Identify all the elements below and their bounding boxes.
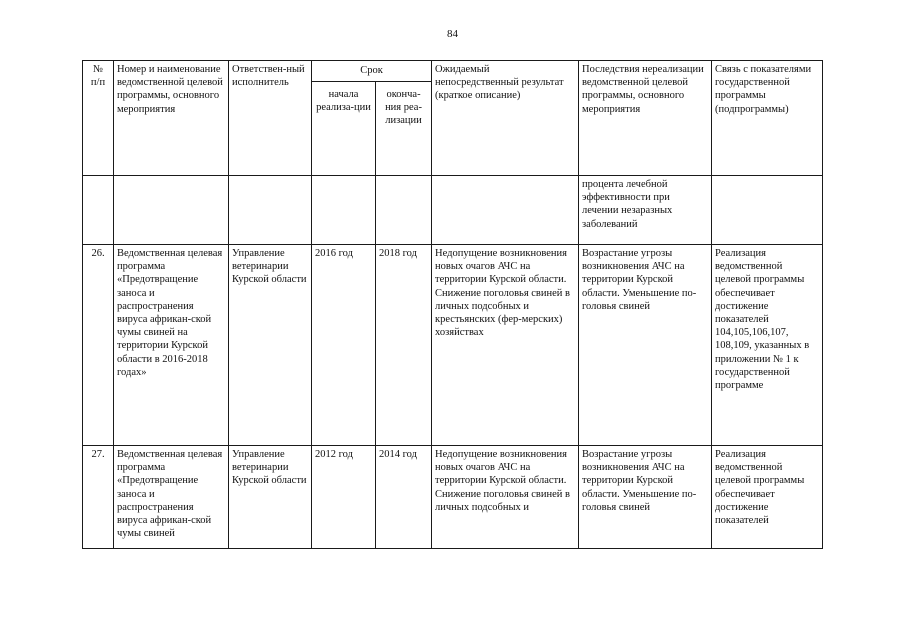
row-link: Реализация ведомственной целевой программы обеспечивает достижение показателей 104,105,106,107, 108,109, указанных в приложении № 1 к государственной программе <box>712 245 823 446</box>
header-num-text: № п/п <box>90 64 106 89</box>
row-name: Ведомственная целевая программа «Предотвращение заноса и распространения вируса африкан-ской чумы свиней <box>114 446 229 549</box>
cont-responsible <box>229 176 312 245</box>
table-row <box>83 245 823 446</box>
row-consequences: Возрастание угрозы возникновения АЧС на территории Курской области. Уменьшение по-головья свиней <box>579 245 712 446</box>
program-table <box>82 60 823 549</box>
row-consequences: Возрастание угрозы возникновения АЧС на территории Курской области. Уменьшение по-головья свиней <box>579 446 712 549</box>
row-num: 26. <box>83 245 114 446</box>
row-name: Ведомственная целевая программа «Предотвращение заноса и распространения вируса африкан-ской чумы свиней на территории Курской области в 2016-2018 годах» <box>114 245 229 446</box>
header-link: Связь с показателями государственной программы (подпрограммы) <box>712 61 823 176</box>
cont-expected <box>432 176 579 245</box>
row-link: Реализация ведомственной целевой программы обеспечивает достижение показателей <box>712 446 823 549</box>
header-term-end: оконча-ния реа-лизации <box>376 82 432 176</box>
row-start: 2016 год <box>312 245 376 446</box>
header-num <box>83 61 114 176</box>
row-num: 27. <box>83 446 114 549</box>
header-consequences: Последствия нереализации ведомственной целевой программы, основного мероприятия <box>579 61 712 176</box>
row-responsible: Управление ветеринарии Курской области <box>229 446 312 549</box>
cont-name <box>114 176 229 245</box>
header-row <box>83 61 823 82</box>
cont-link <box>712 176 823 245</box>
table-row <box>83 446 823 549</box>
row-expected: Недопущение возникновения новых очагов АЧС на территории Курской области. Снижение поголовья свиней в личных подсобных и крестьянских (фер-мерских) хозяйствах <box>432 245 579 446</box>
table-row-continuation <box>83 176 823 245</box>
cont-start <box>312 176 376 245</box>
row-end: 2018 год <box>376 245 432 446</box>
row-responsible: Управление ветеринарии Курской области <box>229 245 312 446</box>
header-name: Номер и наименование ведомственной целевой программы, основного мероприятия <box>114 61 229 176</box>
header-responsible: Ответствен-ный исполнитель <box>229 61 312 176</box>
page-number: 84 <box>447 28 458 40</box>
row-expected: Недопущение возникновения новых очагов АЧС на территории Курской области. Снижение поголовья свиней в личных подсобных и <box>432 446 579 549</box>
cont-num <box>83 176 114 245</box>
header-term-start: начала реализа-ции <box>312 82 376 176</box>
row-start: 2012 год <box>312 446 376 549</box>
row-end: 2014 год <box>376 446 432 549</box>
header-term: Срок <box>312 61 432 82</box>
cont-end <box>376 176 432 245</box>
header-expected: Ожидаемый непосредственный результат (краткое описание) <box>432 61 579 176</box>
cont-consequences: процента лечебной эффективности при лечении незаразных заболеваний <box>579 176 712 245</box>
